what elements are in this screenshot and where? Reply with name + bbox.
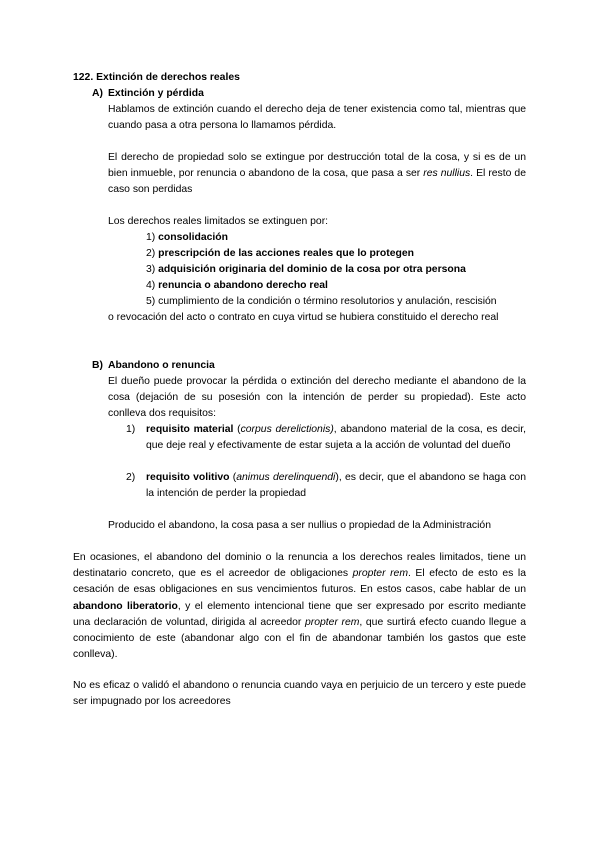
section-b-paragraph-2: Producido el abandono, la cosa pasa a ser nullius o propiedad de la Administración xyxy=(108,520,491,531)
section-a-title: Extinción y pérdida xyxy=(108,88,204,99)
requirement-2: requisito volitivo (animus derelinquendi), es decir, que el abandono se haga con la intención de perder la propiedad xyxy=(146,472,526,500)
section-a-paragraph-2: El derecho de propiedad solo se extingue por destrucción total de la cosa, y si es de un bien inmueble, por renuncia o abandono de la cosa, que pasa a ser res nullius. El resto de caso son perdidas xyxy=(108,152,526,196)
list-item: 3) adquisición originaria del dominio de la cosa por otra persona xyxy=(146,264,466,275)
requirement-1-number: 1) xyxy=(126,424,136,435)
section-b-title: Abandono o renuncia xyxy=(108,360,215,371)
body-paragraph-2: No es eficaz o validó el abandono o renuncia cuando vaya en perjuicio de un tercero y este puede ser impugnado por los acreedores xyxy=(73,680,526,708)
section-b-label: B) xyxy=(92,360,103,371)
requirement-2-number: 2) xyxy=(126,472,136,483)
section-a-label: A) xyxy=(92,88,103,99)
section-a-paragraph-1: Hablamos de extinción cuando el derecho deja de tener existencia como tal, mientras que cuando pasa a otra persona lo llamamos pérdida. xyxy=(108,104,526,132)
section-heading: 122. Extinción de derechos reales xyxy=(73,72,240,83)
body-paragraph-1: En ocasiones, el abandono del dominio o la renuncia a los derechos reales limitados, tiene un destinatario concreto, que es el acreedor de obligaciones propter rem. El efecto de esto es la cesación de esas obligaciones en sus vencimientos futuros. En estos casos, cabe hablar de un abandono liberatorio, y el elemento intencional tiene que ser expresado por escrito mediante una declaración de voluntad, dirigida al acreedor propter rem, que surtirá efecto cuando llegue a conocimiento de este (abandonar algo con el fin de abandonar también los gastos que este conlleva). xyxy=(73,552,526,661)
list-item-5-first-line: 5) cumplimiento de la condición o término resolutorios y anulación, rescisión xyxy=(146,296,497,307)
list-item: 4) renuncia o abandono derecho real xyxy=(146,280,328,291)
list-item: 1) consolidación xyxy=(146,232,228,243)
section-a-paragraph-3: Los derechos reales limitados se extinguen por: xyxy=(108,216,329,227)
list-item-5-continuation: o revocación del acto o contrato en cuya virtud se hubiera constituido el derecho real xyxy=(108,312,499,323)
requirement-1: requisito material (corpus derelictionis), abandono material de la cosa, es decir, que deje real y efectivamente de estar sujeta a la acción de voluntad del dueño xyxy=(146,424,526,452)
section-b-paragraph-1: El dueño puede provocar la pérdida o extinción del derecho mediante el abandono de la cosa (dejación de su posesión con la intención de perder su propiedad). Este acto conlleva dos requisitos: xyxy=(108,376,526,420)
list-item: 2) prescripción de las acciones reales que lo protegen xyxy=(146,248,414,259)
